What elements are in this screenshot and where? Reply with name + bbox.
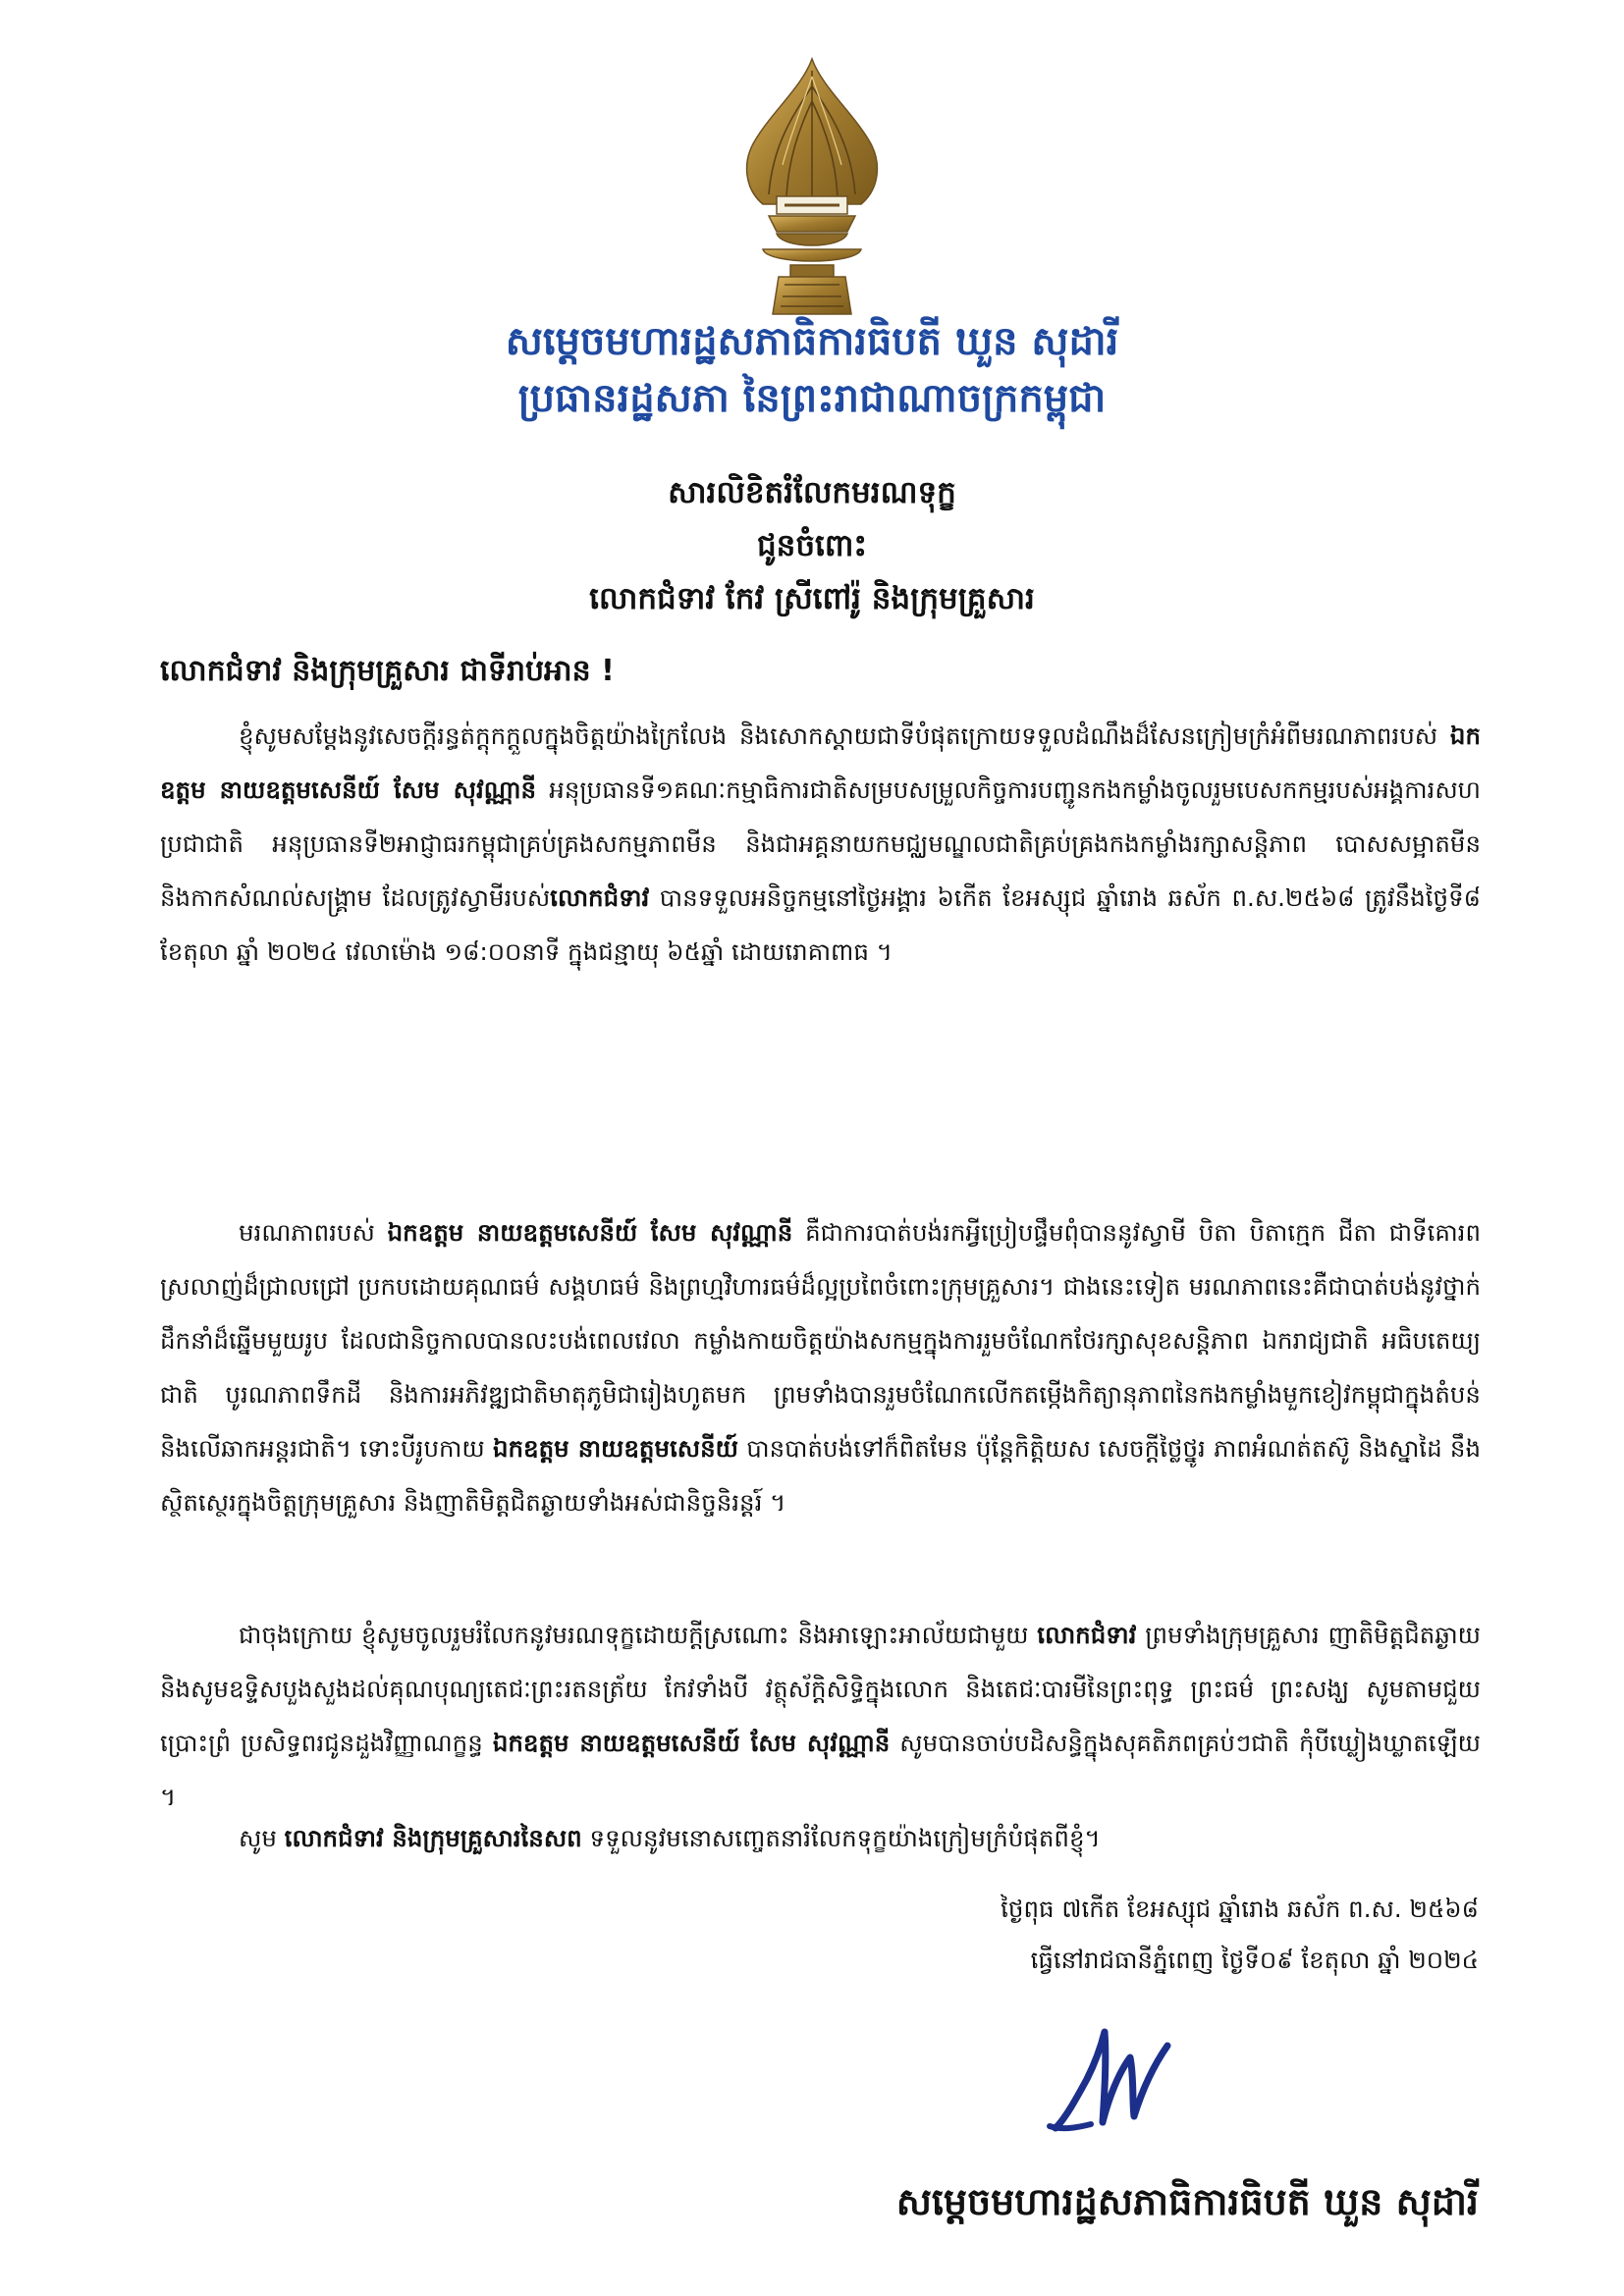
deceased-name: ឯកឧត្តម នាយឧត្តមសេនីយ៍ សែម សុវណ្ណានី xyxy=(160,721,1481,804)
deceased-name: ឯកឧត្តម នាយឧត្តមសេនីយ៍ សែម សុវណ្ណានី xyxy=(387,1218,793,1247)
paragraph-4: សូម លោកជំទាវ និងក្រុមគ្រួសារនៃសព ទទួលនូវមនោសញ្ចេតនារំលែកទុក្ខយ៉ាងក្រៀមក្រំបំផុតពីខ្ញុំ។ xyxy=(239,1824,1101,1852)
deceased-title: ឯកឧត្តម នាយឧត្តមសេនីយ៍ xyxy=(492,1434,738,1463)
recipient-ref: លោកជំទាវ xyxy=(550,883,650,912)
document-title-recipient: លោកជំទាវ កែវ ស្រីពៅរ៉ូ និងក្រុមគ្រួសារ xyxy=(589,581,1035,616)
paragraph-1: ខ្ញុំសូមសម្ដែងនូវសេចក្ដីរន្ធត់ក្ដុកក្ដួលក្នុងចិត្តយ៉ាងក្រៃលែង និងសោកស្ដាយជាទីបំផុតក្រោយទទួលដំណឹងដ៏សែនក្រៀមក្រំអំពីមរណភាពរបស់ ឯកឧត្តម នាយឧត្តមសេនីយ៍ សែម សុវណ្ណានី អនុប្រធានទី១គណៈកម្មាធិការជាតិសម្របសម្រួលកិច្ចការបញ្ជូនកងកម្លាំងចូលរួមបេសកកម្មរបស់អង្គការសហប្រជាជាតិ អនុប្រធានទី២អាជ្ញាធរកម្ពុជាគ្រប់គ្រងសកម្មភាពមីន និងជាអគ្គនាយកមជ្ឈមណ្ឌលជាតិគ្រប់គ្រងកងកម្លាំងរក្សាសន្តិភាព បោសសម្អាតមីន និងកាកសំណល់សង្គ្រាម ដែលត្រូវស្វាមីរបស់លោកជំទាវ បានទទួលអនិច្ចកម្មនៅថ្ងៃអង្គារ ៦កើត ខែអស្សុជ ឆ្នាំរោង ឆស័ក ព.ស.២៥៦៨ ត្រូវនឹងថ្ងៃទី៨ ខែតុលា ឆ្នាំ ២០២៤ វេលាម៉ោង ១៨:០០នាទី ក្នុងជន្មាយុ ៦៥ឆ្នាំ ដោយរោគាពាធ ។ xyxy=(160,721,1481,966)
recipient-ref: លោកជំទាវ xyxy=(1037,1621,1137,1649)
issuer-title: ប្រធានរដ្ឋសភា នៃព្រះរាជាណាចក្រកម្ពុជា xyxy=(517,376,1107,421)
paragraph-2: មរណភាពរបស់ ឯកឧត្តម នាយឧត្តមសេនីយ៍ សែម សុវណ្ណានី គឺជាការបាត់បង់រកអ្វីប្រៀបផ្ទឹមពុំបាននូវស្វាមី បិតា បិតាក្មេក ជីតា ជាទីគោរពស្រលាញ់ដ៏ជ្រាលជ្រៅ ប្រកបដោយគុណធម៌ សង្គហធម៌ និងព្រហ្មវិហារធម៌ដ៏ល្អប្រពៃចំពោះក្រុមគ្រួសារ។ ជាងនេះទៀត មរណភាពនេះគឺជាបាត់បង់នូវថ្នាក់ដឹកនាំដ៏ឆ្នើមមួយរូប ដែលជានិច្ចកាលបានលះបង់ពេលវេលា កម្លាំងកាយចិត្តយ៉ាងសកម្មក្នុងការរួមចំណែកថែរក្សាសុខសន្តិភាព ឯករាជ្យជាតិ អធិបតេយ្យជាតិ បូរណភាពទឹកដី និងការអភិវឌ្ឍជាតិមាតុភូមិជារៀងហូតមក ព្រមទាំងបានរួមចំណែកលើកតម្កើងកិត្យានុភាពនៃកងកម្លាំងមួកខៀវកម្ពុជាក្នុងតំបន់ និងលើឆាកអន្តរជាតិ។ ទោះបីរូបកាយ ឯកឧត្តម នាយឧត្តមសេនីយ៍ បានបាត់បង់ទៅក៏ពិតមែន ប៉ុន្តែកិត្តិយស សេចក្ដីថ្លៃថ្នូរ ភាពអំណត់តស៊ូ និងស្នាដៃ នឹងស្ថិតស្ថេរក្នុងចិត្តក្រុមគ្រួសារ និងញាតិមិត្តជិតឆ្ងាយទាំងអស់ជានិច្ចនិរន្តរ៍ ។ xyxy=(160,1218,1482,1517)
lunar-date: ថ្ងៃពុធ ៧កើត ខែអស្សុជ ឆ្នាំរោង ឆស័ក ព.ស. ២៥៦៨ xyxy=(1001,1895,1479,1923)
national-assembly-emblem-icon xyxy=(733,57,891,322)
issue-place-date: ធ្វើនៅរាជធានីភ្នំពេញ ថ្ងៃទី០៩ ខែតុលា ឆ្នាំ ២០២៤ xyxy=(1030,1946,1479,1974)
document-title: សារលិខិតរំលែកមរណទុក្ខ xyxy=(668,475,956,510)
document-title-addressed-to: ជូនចំពោះ xyxy=(756,528,867,563)
signer-name: សម្ដេចមហារដ្ឋសភាធិការធិបតី ឃួន សុដារី xyxy=(895,2180,1479,2223)
issuer-name: សម្ដេចមហារដ្ឋសភាធិការធិបតី ឃួន សុដារី xyxy=(505,319,1119,364)
recipient-family: លោកជំទាវ និងក្រុមគ្រួសារនៃសព xyxy=(284,1824,582,1852)
paragraph-3: ជាចុងក្រោយ ខ្ញុំសូមចូលរួមរំលែកនូវមរណទុក្ខដោយក្ដីស្រណោះ និងអាឡោះអាល័យជាមួយ លោកជំទាវ ព្រមទាំងក្រុមគ្រួសារ ញាតិមិត្តជិតឆ្ងាយ និងសូមឧទ្ទិសបួងសួងដល់គុណបុណ្យតេជៈព្រះរតនត្រ័យ កែវទាំងបី វត្ថុស័ក្ដិសិទ្ធិក្នុងលោក និងតេជៈបារមីនៃព្រះពុទ្ធ ព្រះធម៌ ព្រះសង្ឃ សូមតាមជួយប្រោះព្រំ ប្រសិទ្ធពរជូនដួងវិញ្ញាណក្ខន្ធ ឯកឧត្តម នាយឧត្តមសេនីយ៍ សែម សុវណ្ណានី សូមបានចាប់បដិសន្ធិក្នុងសុគតិភពគ្រប់ៗជាតិ កុំបីឃ្លៀងឃ្លាតឡើយ ។ xyxy=(160,1621,1481,1811)
deceased-name: ឯកឧត្តម នាយឧត្តមសេនីយ៍ សែម សុវណ្ណានី xyxy=(492,1729,891,1757)
handwritten-signature-icon xyxy=(1036,2002,1193,2150)
salutation: លោកជំទាវ និងក្រុមគ្រួសារ ជាទីរាប់អាន ! xyxy=(160,654,615,688)
